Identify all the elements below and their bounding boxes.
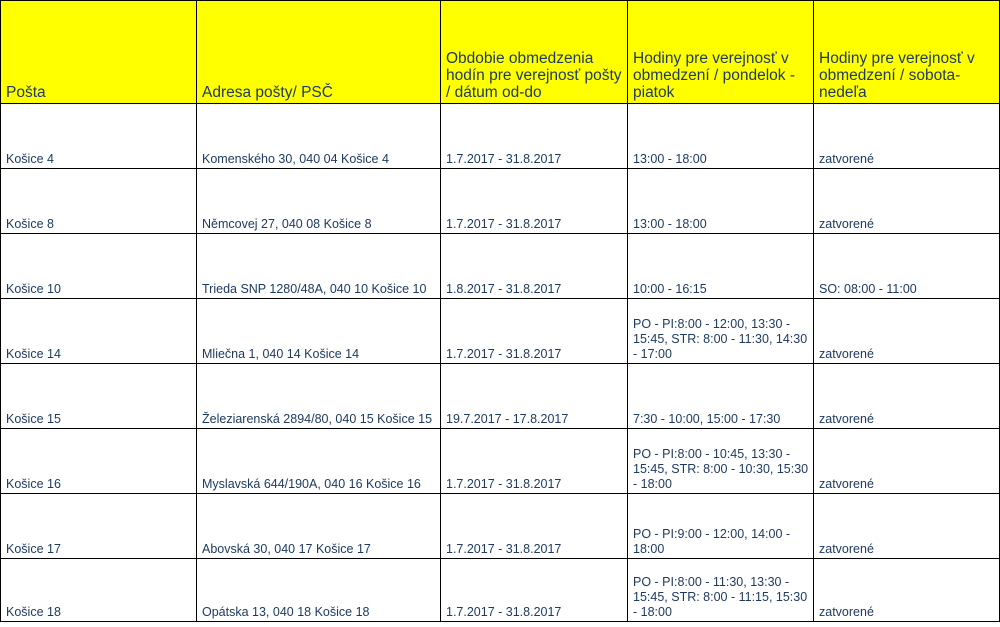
cell-obdobie: 1.7.2017 - 31.8.2017 bbox=[441, 559, 628, 622]
cell-obdobie: 19.7.2017 - 17.8.2017 bbox=[441, 364, 628, 429]
cell-adresa: Železiarenská 2894/80, 040 15 Košice 15 bbox=[197, 364, 441, 429]
cell-hodiny-so-ne: zatvorené bbox=[814, 494, 1000, 559]
table-row bbox=[1, 494, 1000, 559]
header-row bbox=[1, 1, 1000, 104]
cell-posta: Košice 10 bbox=[1, 234, 197, 299]
header-posta: Pošta bbox=[1, 1, 197, 104]
header-obdobie: Obdobie obmedzenia hodín pre verejnosť pošty / dátum od-do bbox=[441, 1, 628, 104]
cell-posta: Košice 8 bbox=[1, 169, 197, 234]
cell-obdobie: 1.7.2017 - 31.8.2017 bbox=[441, 299, 628, 364]
cell-adresa: Opátska 13, 040 18 Košice 18 bbox=[197, 559, 441, 622]
cell-obdobie: 1.7.2017 - 31.8.2017 bbox=[441, 429, 628, 494]
cell-posta: Košice 16 bbox=[1, 429, 197, 494]
header-hodiny-so-ne: Hodiny pre verejnosť v obmedzení / sobota-nedeľa bbox=[814, 1, 1000, 104]
cell-hodiny-so-ne: zatvorené bbox=[814, 299, 1000, 364]
header-adresa: Adresa pošty/ PSČ bbox=[197, 1, 441, 104]
cell-hodiny-po-pi: PO - PI:8:00 - 11:30, 13:30 - 15:45, STR: 8:00 - 11:15, 15:30 - 18:00 bbox=[628, 559, 814, 622]
cell-adresa: Mliečna 1, 040 14 Košice 14 bbox=[197, 299, 441, 364]
cell-hodiny-po-pi: 10:00 - 16:15 bbox=[628, 234, 814, 299]
cell-hodiny-so-ne: zatvorené bbox=[814, 364, 1000, 429]
cell-posta: Košice 4 bbox=[1, 104, 197, 169]
cell-posta: Košice 15 bbox=[1, 364, 197, 429]
cell-posta: Košice 18 bbox=[1, 559, 197, 622]
cell-hodiny-po-pi: 7:30 - 10:00, 15:00 - 17:30 bbox=[628, 364, 814, 429]
cell-hodiny-so-ne: zatvorené bbox=[814, 429, 1000, 494]
cell-hodiny-po-pi: PO - PI:8:00 - 12:00, 13:30 - 15:45, STR: 8:00 - 11:30, 14:30 - 17:00 bbox=[628, 299, 814, 364]
cell-hodiny-so-ne: zatvorené bbox=[814, 559, 1000, 622]
cell-hodiny-so-ne: zatvorené bbox=[814, 104, 1000, 169]
table-row bbox=[1, 364, 1000, 429]
cell-hodiny-po-pi: 13:00 - 18:00 bbox=[628, 169, 814, 234]
cell-hodiny-so-ne: SO: 08:00 - 11:00 bbox=[814, 234, 1000, 299]
cell-adresa: Němcovej 27, 040 08 Košice 8 bbox=[197, 169, 441, 234]
cell-obdobie: 1.7.2017 - 31.8.2017 bbox=[441, 104, 628, 169]
header-hodiny-po-pi: Hodiny pre verejnosť v obmedzení / pondelok - piatok bbox=[628, 1, 814, 104]
cell-posta: Košice 17 bbox=[1, 494, 197, 559]
table-row bbox=[1, 299, 1000, 364]
table-row bbox=[1, 104, 1000, 169]
cell-hodiny-po-pi: 13:00 - 18:00 bbox=[628, 104, 814, 169]
cell-obdobie: 1.7.2017 - 31.8.2017 bbox=[441, 494, 628, 559]
cell-adresa: Abovská 30, 040 17 Košice 17 bbox=[197, 494, 441, 559]
cell-posta: Košice 14 bbox=[1, 299, 197, 364]
cell-hodiny-po-pi: PO - PI:9:00 - 12:00, 14:00 - 18:00 bbox=[628, 494, 814, 559]
cell-obdobie: 1.7.2017 - 31.8.2017 bbox=[441, 169, 628, 234]
table-row bbox=[1, 169, 1000, 234]
cell-adresa: Komenského 30, 040 04 Košice 4 bbox=[197, 104, 441, 169]
cell-adresa: Trieda SNP 1280/48A, 040 10 Košice 10 bbox=[197, 234, 441, 299]
table-row bbox=[1, 559, 1000, 622]
cell-adresa: Myslavská 644/190A, 040 16 Košice 16 bbox=[197, 429, 441, 494]
cell-hodiny-so-ne: zatvorené bbox=[814, 169, 1000, 234]
table-row bbox=[1, 234, 1000, 299]
cell-hodiny-po-pi: PO - PI:8:00 - 10:45, 13:30 - 15:45, STR: 8:00 - 10:30, 15:30 - 18:00 bbox=[628, 429, 814, 494]
cell-obdobie: 1.8.2017 - 31.8.2017 bbox=[441, 234, 628, 299]
table-row bbox=[1, 429, 1000, 494]
